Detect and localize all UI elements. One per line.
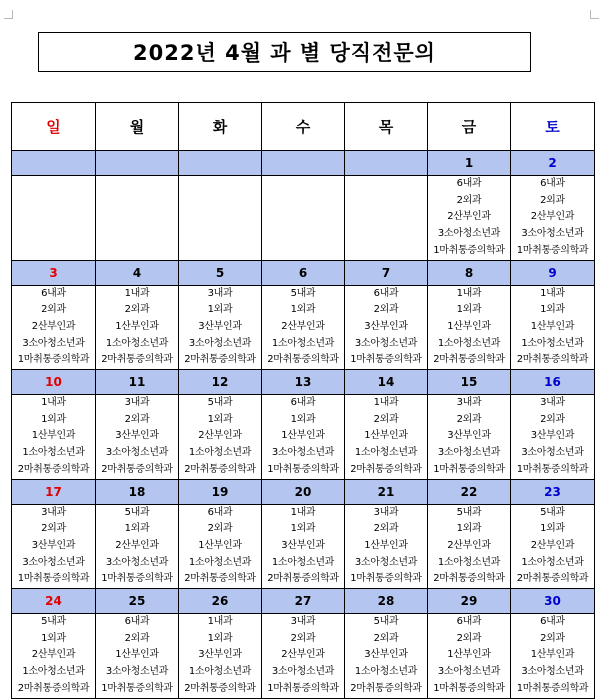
weekday-header: 목	[345, 103, 428, 151]
duty-department: 2외과	[373, 304, 399, 316]
calendar-body	[12, 103, 595, 699]
duty-department: 2마취통증의학과	[184, 463, 256, 475]
duty-department: 2마취통증의학과	[350, 463, 422, 475]
duty-cell	[262, 614, 345, 699]
duty-department: 2외과	[373, 523, 399, 535]
duty-department: 2마취통증의학과	[433, 354, 505, 366]
duty-department: 3내과	[124, 397, 150, 409]
weekday-header: 화	[179, 103, 262, 151]
date-row	[12, 479, 595, 504]
duty-department: 3산부인과	[364, 649, 408, 661]
date-cell: 2	[511, 151, 595, 176]
duty-department: 2마취통증의학과	[516, 354, 589, 366]
duty-cell	[179, 614, 262, 699]
duty-department: 5내과	[124, 506, 150, 518]
duty-department: 2산부인과	[198, 430, 242, 442]
duty-department: 1내과	[290, 506, 316, 518]
duty-department: 1마취통증의학과	[350, 354, 422, 366]
duty-department: 2산부인과	[281, 320, 325, 332]
duty-department: 2마취통증의학과	[267, 354, 339, 366]
duty-department: 2산부인과	[530, 539, 575, 551]
duty-department: 2외과	[124, 304, 150, 316]
date-cell: 7	[345, 260, 428, 285]
duty-department: 3소아청소년과	[22, 337, 85, 349]
duty-department: 2마취통증의학과	[17, 682, 90, 694]
duty-department: 2외과	[373, 632, 399, 644]
duty-department: 2마취통증의학과	[184, 354, 256, 366]
duty-cell	[12, 614, 96, 699]
duty-department: 1마취통증의학과	[516, 244, 589, 256]
duty-department: 6내과	[456, 616, 482, 628]
duty-cell	[428, 285, 511, 370]
duty-department: 1외과	[456, 304, 482, 316]
date-cell: 8	[428, 260, 511, 285]
duty-cell	[262, 176, 345, 261]
duty-department: 2외과	[41, 523, 66, 535]
duty-department: 1소아청소년과	[354, 447, 418, 459]
duty-department: 1소아청소년과	[521, 556, 584, 568]
duty-department: 2마취통증의학과	[101, 354, 173, 366]
duty-cell	[345, 285, 428, 370]
duty-department: 2산부인과	[31, 649, 76, 661]
date-cell: 27	[262, 589, 345, 614]
duty-cell	[345, 176, 428, 261]
duty-department: 2마취통증의학과	[184, 573, 256, 585]
duty-department: 1소아청소년과	[22, 666, 85, 678]
duty-department: 3소아청소년과	[271, 447, 335, 459]
duty-department: 1소아청소년과	[521, 337, 584, 349]
duty-department: 1마취통증의학과	[433, 463, 505, 475]
date-row	[12, 589, 595, 614]
duty-department: 1내과	[456, 287, 482, 299]
duty-row	[12, 176, 595, 261]
duty-department: 1외과	[290, 413, 316, 425]
duty-cell	[511, 285, 595, 370]
duty-cell	[428, 504, 511, 589]
duty-department: 1산부인과	[447, 320, 491, 332]
duty-cell	[179, 395, 262, 480]
duty-department: 1소아청소년과	[22, 447, 85, 459]
duty-department: 2외과	[373, 413, 399, 425]
duty-row	[12, 395, 595, 480]
duty-department: 5내과	[540, 506, 565, 518]
date-cell	[96, 151, 179, 176]
duty-department: 3소아청소년과	[105, 556, 169, 568]
duty-department: 3내과	[207, 287, 233, 299]
date-cell: 24	[12, 589, 96, 614]
duty-department: 1산부인과	[530, 649, 575, 661]
duty-department: 6내과	[373, 287, 399, 299]
duty-department: 2외과	[290, 632, 316, 644]
duty-department: 1산부인과	[31, 430, 76, 442]
duty-department: 5내과	[41, 616, 66, 628]
duty-department: 3내과	[290, 616, 316, 628]
duty-department: 1산부인과	[115, 320, 159, 332]
weekday-header: 토	[511, 103, 595, 151]
duty-department: 6내과	[41, 287, 66, 299]
duty-department: 6내과	[124, 616, 150, 628]
date-cell: 22	[428, 479, 511, 504]
date-cell: 12	[179, 370, 262, 395]
date-cell: 5	[179, 260, 262, 285]
duty-department: 5내과	[373, 616, 399, 628]
duty-department: 2외과	[456, 632, 482, 644]
duty-cell	[511, 176, 595, 261]
duty-department: 6내과	[456, 178, 482, 189]
duty-department: 2마취통증의학과	[350, 682, 422, 694]
duty-department: 3소아청소년과	[271, 666, 335, 678]
duty-cell	[345, 504, 428, 589]
duty-department: 2외과	[41, 304, 66, 316]
date-cell: 20	[262, 479, 345, 504]
duty-department: 2마취통증의학과	[516, 573, 589, 585]
duty-department: 1산부인과	[198, 539, 242, 551]
duty-department: 3소아청소년과	[188, 337, 252, 349]
duty-department: 5내과	[290, 287, 316, 299]
date-cell	[345, 151, 428, 176]
duty-department: 1외과	[456, 523, 482, 535]
date-cell: 15	[428, 370, 511, 395]
duty-department: 3산부인과	[115, 430, 159, 442]
duty-department: 1외과	[124, 523, 150, 535]
page-title-box	[38, 32, 531, 72]
duty-department: 1내과	[373, 397, 399, 409]
date-cell: 19	[179, 479, 262, 504]
duty-department: 1외과	[290, 523, 316, 535]
duty-department: 2산부인과	[447, 539, 491, 551]
duty-department: 3산부인과	[198, 320, 242, 332]
duty-department: 2산부인과	[281, 649, 325, 661]
duty-cell	[12, 176, 96, 261]
weekday-header: 일	[12, 103, 96, 151]
duty-cell	[179, 285, 262, 370]
duty-department: 2외과	[124, 632, 150, 644]
duty-cell	[96, 176, 179, 261]
date-cell: 25	[96, 589, 179, 614]
duty-department: 1외과	[207, 304, 233, 316]
duty-department: 1마취통증의학과	[17, 354, 90, 366]
duty-department: 1외과	[290, 304, 316, 316]
date-cell: 1	[428, 151, 511, 176]
duty-department: 1외과	[540, 523, 565, 535]
duty-department: 2외과	[456, 413, 482, 425]
duty-department: 3소아청소년과	[437, 228, 501, 240]
duty-department: 1내과	[540, 287, 565, 299]
duty-department: 1마취통증의학과	[350, 573, 422, 585]
date-row	[12, 370, 595, 395]
duty-department: 2산부인과	[31, 320, 76, 332]
date-cell: 14	[345, 370, 428, 395]
duty-department: 1소아청소년과	[271, 337, 335, 349]
duty-department: 2마취통증의학과	[17, 463, 90, 475]
date-cell	[179, 151, 262, 176]
duty-department: 3내과	[373, 506, 399, 518]
duty-department: 3산부인과	[198, 649, 242, 661]
duty-department: 1산부인과	[281, 430, 325, 442]
duty-department: 1소아청소년과	[271, 556, 335, 568]
duty-department: 3소아청소년과	[437, 447, 501, 459]
duty-department: 1내과	[41, 397, 66, 409]
duty-cell	[96, 285, 179, 370]
duty-department: 3소아청소년과	[354, 556, 418, 568]
duty-cell	[262, 504, 345, 589]
duty-department: 1소아청소년과	[188, 666, 252, 678]
duty-cell	[96, 504, 179, 589]
date-row	[12, 151, 595, 176]
duty-department: 2외과	[540, 413, 565, 425]
duty-department: 2산부인과	[530, 211, 575, 223]
duty-department: 1내과	[207, 616, 233, 628]
weekday-header: 수	[262, 103, 345, 151]
duty-department: 1산부인과	[115, 649, 159, 661]
duty-department: 3소아청소년과	[22, 556, 85, 568]
duty-cell	[12, 504, 96, 589]
duty-department: 1소아청소년과	[105, 337, 169, 349]
duty-department: 6내과	[290, 397, 316, 409]
duty-department: 6내과	[540, 616, 565, 628]
date-cell: 6	[262, 260, 345, 285]
duty-department: 1소아청소년과	[354, 666, 418, 678]
duty-department: 3소아청소년과	[437, 666, 501, 678]
date-cell: 30	[511, 589, 595, 614]
duty-department: 3내과	[41, 506, 66, 518]
duty-department: 1산부인과	[364, 539, 408, 551]
duty-cell	[262, 285, 345, 370]
duty-row	[12, 614, 595, 699]
duty-department: 1마취통증의학과	[433, 244, 505, 256]
date-cell: 17	[12, 479, 96, 504]
duty-department: 3소아청소년과	[521, 228, 584, 240]
duty-cell	[96, 395, 179, 480]
duty-cell	[428, 176, 511, 261]
duty-department: 3산부인과	[31, 539, 76, 551]
duty-department: 1소아청소년과	[188, 447, 252, 459]
date-cell: 26	[179, 589, 262, 614]
duty-department: 3소아청소년과	[521, 666, 584, 678]
duty-cell	[511, 504, 595, 589]
duty-cell	[511, 614, 595, 699]
duty-department: 5내과	[456, 506, 482, 518]
duty-calendar-table	[11, 102, 595, 699]
date-cell: 13	[262, 370, 345, 395]
duty-department: 1외과	[41, 632, 66, 644]
duty-cell	[262, 395, 345, 480]
duty-department: 1소아청소년과	[437, 337, 501, 349]
duty-cell	[345, 395, 428, 480]
duty-cell	[179, 176, 262, 261]
duty-department: 5내과	[207, 397, 233, 409]
duty-department: 2산부인과	[447, 211, 491, 223]
duty-cell	[345, 614, 428, 699]
duty-department: 3내과	[456, 397, 482, 409]
date-cell: 3	[12, 260, 96, 285]
duty-department: 1내과	[124, 287, 150, 299]
duty-department: 2외과	[540, 194, 565, 206]
duty-department: 1마취통증의학과	[101, 682, 173, 694]
date-row	[12, 260, 595, 285]
date-cell: 21	[345, 479, 428, 504]
duty-department: 2외과	[207, 523, 233, 535]
date-cell: 11	[96, 370, 179, 395]
duty-department: 1마취통증의학과	[516, 463, 589, 475]
duty-department: 1외과	[207, 413, 233, 425]
duty-row	[12, 285, 595, 370]
duty-department: 1소아청소년과	[188, 556, 252, 568]
weekday-header: 금	[428, 103, 511, 151]
duty-department: 1마취통증의학과	[267, 682, 339, 694]
page-title: 2022년 4월 과 별 당직전문의	[133, 41, 436, 65]
duty-cell	[12, 395, 96, 480]
weekday-header: 월	[96, 103, 179, 151]
duty-department: 1마취통증의학과	[267, 463, 339, 475]
duty-cell	[12, 285, 96, 370]
duty-department: 6내과	[207, 506, 233, 518]
date-cell: 16	[511, 370, 595, 395]
duty-department: 2마취통증의학과	[267, 573, 339, 585]
duty-department: 3산부인과	[447, 430, 491, 442]
duty-department: 3산부인과	[530, 430, 575, 442]
duty-department: 6내과	[540, 178, 565, 189]
date-cell: 10	[12, 370, 96, 395]
duty-department: 2마취통증의학과	[101, 463, 173, 475]
duty-department: 1마취통증의학과	[516, 682, 589, 694]
duty-row	[12, 504, 595, 589]
date-cell: 23	[511, 479, 595, 504]
date-cell: 18	[96, 479, 179, 504]
date-cell: 4	[96, 260, 179, 285]
duty-department: 1산부인과	[530, 320, 575, 332]
date-cell	[262, 151, 345, 176]
duty-department: 1외과	[540, 304, 565, 316]
duty-department: 1마취통증의학과	[17, 573, 90, 585]
duty-cell	[428, 395, 511, 480]
duty-department: 1산부인과	[364, 430, 408, 442]
page-corner-mark-left	[4, 10, 13, 19]
date-cell: 28	[345, 589, 428, 614]
weekday-header-row	[12, 103, 595, 151]
date-cell	[12, 151, 96, 176]
duty-department: 3소아청소년과	[521, 447, 584, 459]
duty-department: 3산부인과	[281, 539, 325, 551]
duty-department: 3소아청소년과	[354, 337, 418, 349]
duty-department: 2마취통증의학과	[433, 573, 505, 585]
duty-cell	[96, 614, 179, 699]
duty-department: 1마취통증의학과	[433, 682, 505, 694]
duty-department: 1외과	[207, 632, 233, 644]
duty-cell	[179, 504, 262, 589]
duty-department: 3소아청소년과	[105, 666, 169, 678]
duty-cell	[511, 395, 595, 480]
duty-cell	[428, 614, 511, 699]
date-cell: 9	[511, 260, 595, 285]
duty-department: 2산부인과	[115, 539, 159, 551]
duty-department: 2마취통증의학과	[184, 682, 256, 694]
duty-department: 2외과	[540, 632, 565, 644]
duty-department: 1외과	[41, 413, 66, 425]
duty-department: 1소아청소년과	[437, 556, 501, 568]
duty-department: 2외과	[456, 194, 482, 206]
page-corner-mark-right	[590, 10, 599, 19]
duty-department: 3산부인과	[364, 320, 408, 332]
duty-department: 3소아청소년과	[105, 447, 169, 459]
date-cell: 29	[428, 589, 511, 614]
duty-department: 3내과	[540, 397, 565, 409]
duty-department: 2외과	[124, 413, 150, 425]
duty-department: 1마취통증의학과	[101, 573, 173, 585]
duty-department: 1산부인과	[447, 649, 491, 661]
